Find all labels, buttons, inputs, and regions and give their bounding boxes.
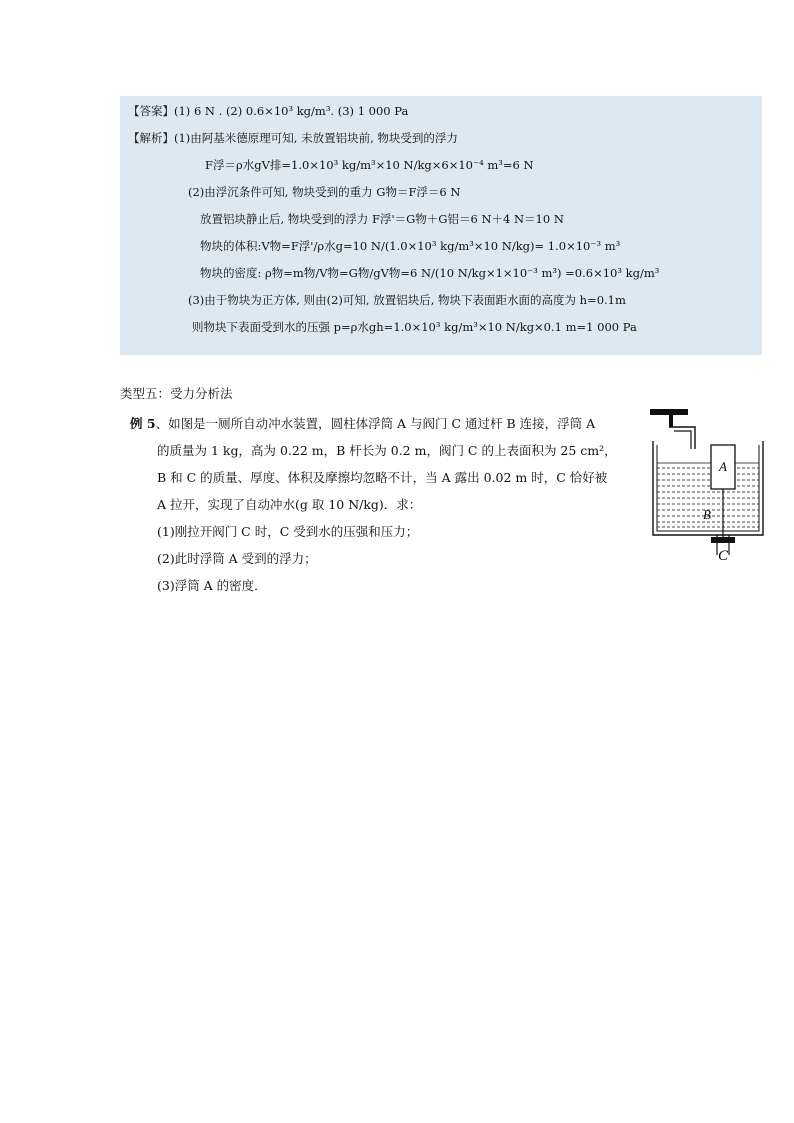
analysis-line-5: 物块的体积:V物=F浮'/ρ水g=10 N/(1.0×10³ kg/m³×10 N/kg)= 1.0×10⁻³ m³ xyxy=(200,239,621,253)
analysis-line-6: 物块的密度: ρ物=m物/V物=G物/gV物=6 N/(10 N/kg×1×10⁻³ m³) =0.6×10³ kg/m³ xyxy=(200,266,660,280)
flush-device-figure xyxy=(645,405,775,565)
analysis-line-2: F浮＝ρ水gV排=1.0×10³ kg/m³×10 N/kg×6×10⁻⁴ m³=6 N xyxy=(205,158,534,172)
example-label: 例 5 xyxy=(130,416,156,431)
example-line-6: (2)此时浮筒 A 受到的浮力； xyxy=(157,551,317,566)
valve-c xyxy=(711,537,735,543)
example-line-5: (1)刚拉开阀门 C 时，C 受到水的压强和压力； xyxy=(157,524,419,539)
example-line-4: A 拉开，实现了自动冲水(g 取 10 N/kg)．求： xyxy=(157,497,422,512)
label-b: B xyxy=(703,507,711,522)
label-c: C xyxy=(717,548,729,564)
answer-text: (1) 6 N . (2) 0.6×10³ kg/m³. (3) 1 000 Pa xyxy=(174,104,409,118)
example-line-3: B 和 C 的质量、厚度、体积及摩擦均忽略不计，当 A 露出 0.02 m 时，C 恰好被 xyxy=(157,470,608,485)
analysis-label: 【解析】 xyxy=(128,131,174,145)
label-a: A xyxy=(719,459,727,474)
answer-label: 【答案】 xyxy=(128,104,174,118)
analysis-line-7: (3)由于物块为正方体, 则由(2)可知, 放置铝块后, 物块下表面距水面的高度为 h=0.1m xyxy=(188,293,626,307)
example-line-2: 的质量为 1 kg，高为 0.22 m，B 杆长为 0.2 m，阀门 C 的上表面积为 25 cm²， xyxy=(157,443,617,458)
analysis-line-3: (2)由浮沉条件可知, 物块受到的重力 G物＝F浮＝6 N xyxy=(188,185,461,199)
analysis-line-8: 则物块下表面受到水的压强 p=ρ水gh=1.0×10³ kg/m³×10 N/kg×0.1 m=1 000 Pa xyxy=(192,320,637,334)
analysis-line-4: 放置铝块静止后, 物块受到的浮力 F浮'＝G物＋G铝＝6 N＋4 N＝10 N xyxy=(200,212,564,226)
section-title: 类型五：受力分析法 xyxy=(120,386,233,401)
answer-line xyxy=(128,103,408,119)
analysis-line-1: 【解析】(1)由阿基米德原理可知, 未放置铝块前, 物块受到的浮力 xyxy=(128,131,458,145)
inlet-pipe-top xyxy=(650,409,688,415)
example-line-7: (3)浮筒 A 的密度． xyxy=(157,578,267,593)
example-line-1: 例 5、如图是一厕所自动冲水装置，圆柱体浮筒 A 与阀门 C 通过杆 B 连接，浮筒 A xyxy=(130,416,596,431)
